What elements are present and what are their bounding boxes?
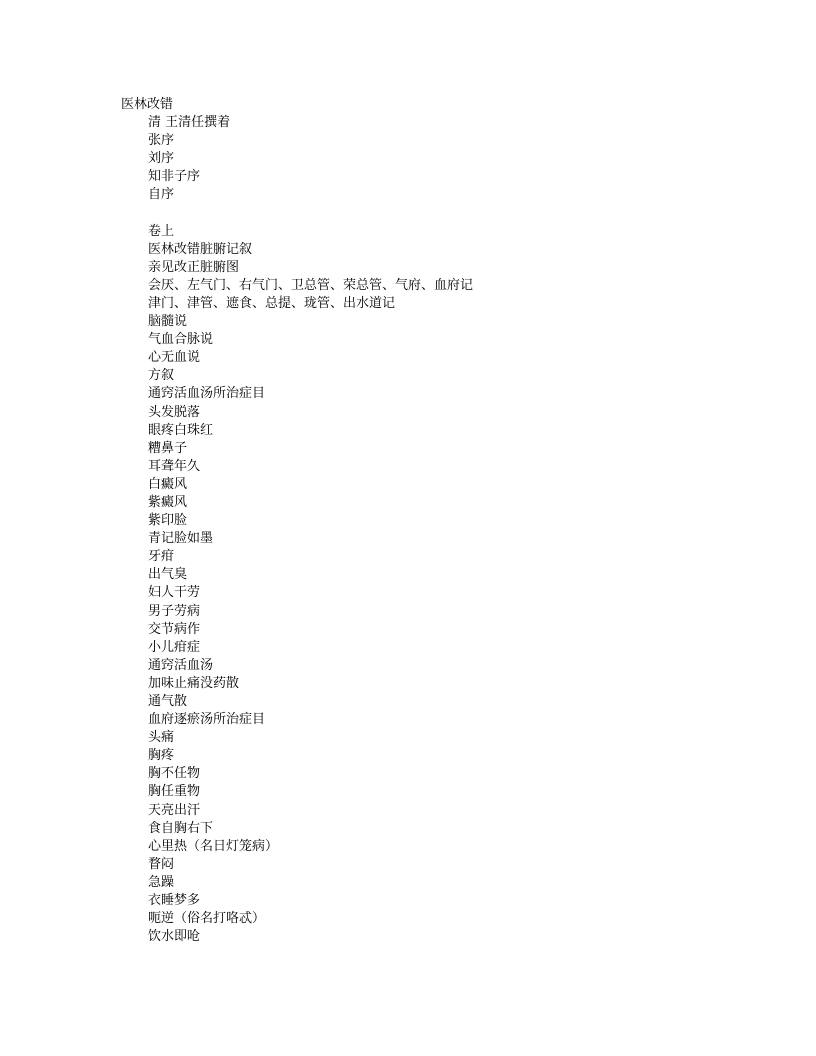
toc-entry: 天亮出汗 (148, 802, 201, 818)
toc-entry: 妇人干劳 (148, 585, 201, 601)
toc-entry: 胸不任物 (148, 766, 201, 782)
toc-entry: 通窍活血汤所治症目 (148, 386, 266, 402)
toc-entry: 脑髓说 (148, 314, 188, 330)
toc-entry: 出气臭 (148, 567, 188, 583)
toc-entry: 瞀闷 (148, 856, 175, 872)
toc-entry: 方叙 (148, 368, 175, 384)
toc-entry: 通气散 (148, 694, 188, 709)
toc-entry: 血府逐瘀汤所治症目 (148, 712, 266, 728)
toc-entry: 白癜风 (148, 476, 188, 492)
toc-entry: 饮水即呛 (148, 929, 201, 945)
toc-entry: 青记脸如墨 (148, 531, 214, 547)
blank-line (148, 204, 473, 222)
toc-entry: 紫癜风 (148, 494, 188, 510)
toc-entry: 紫印脸 (148, 513, 188, 529)
toc-entry: 加味止痛没药散 (148, 675, 240, 691)
toc-entry: 津门、津管、遮食、总提、珑管、出水道记 (148, 295, 396, 311)
toc-entry: 刘序 (148, 151, 175, 167)
toc-entry: 医林改错脏腑记叙 (148, 241, 253, 257)
document-title: 医林改错 (121, 97, 174, 112)
toc-entry: 眼疼白珠红 (148, 422, 214, 438)
toc-entry: 呃逆（俗名打咯忒） (148, 911, 266, 927)
toc-entry: 清 王清任撰着 (148, 115, 231, 130)
toc-entry: 男子劳病 (148, 603, 201, 619)
toc-entry: 牙疳 (148, 549, 175, 565)
toc-entry: 食自胸右下 (148, 820, 214, 836)
toc-entry: 耳聋年久 (148, 458, 201, 474)
toc-entry: 心无血说 (148, 350, 201, 366)
toc-entry: 胸疼 (148, 748, 175, 764)
toc-entry: 小儿疳症 (148, 639, 201, 655)
toc-entry: 胸任重物 (148, 784, 201, 800)
toc-entry: 头发脱落 (148, 404, 201, 420)
toc-entry: 自序 (148, 187, 175, 203)
toc-entry: 心里热（名日灯笼病） (148, 838, 279, 854)
table-of-contents (148, 114, 473, 946)
toc-entry: 会厌、左气门、右气门、卫总管、荣总管、气府、血府记 (148, 277, 474, 293)
toc-entry: 头痛 (148, 730, 175, 746)
toc-entry: 卷上 (148, 223, 175, 239)
toc-entry: 交节病作 (148, 621, 201, 637)
toc-entry: 急躁 (148, 874, 175, 890)
toc-entry: 通窍活血汤 (148, 657, 214, 673)
toc-entry: 气血合脉说 (148, 332, 214, 348)
toc-entry: 知非子序 (148, 169, 201, 185)
toc-entry: 衣睡梦多 (148, 893, 201, 909)
toc-entry: 亲见改正脏腑图 (148, 259, 240, 275)
toc-entry: 张序 (148, 133, 175, 149)
toc-entry: 糟鼻子 (148, 440, 188, 456)
